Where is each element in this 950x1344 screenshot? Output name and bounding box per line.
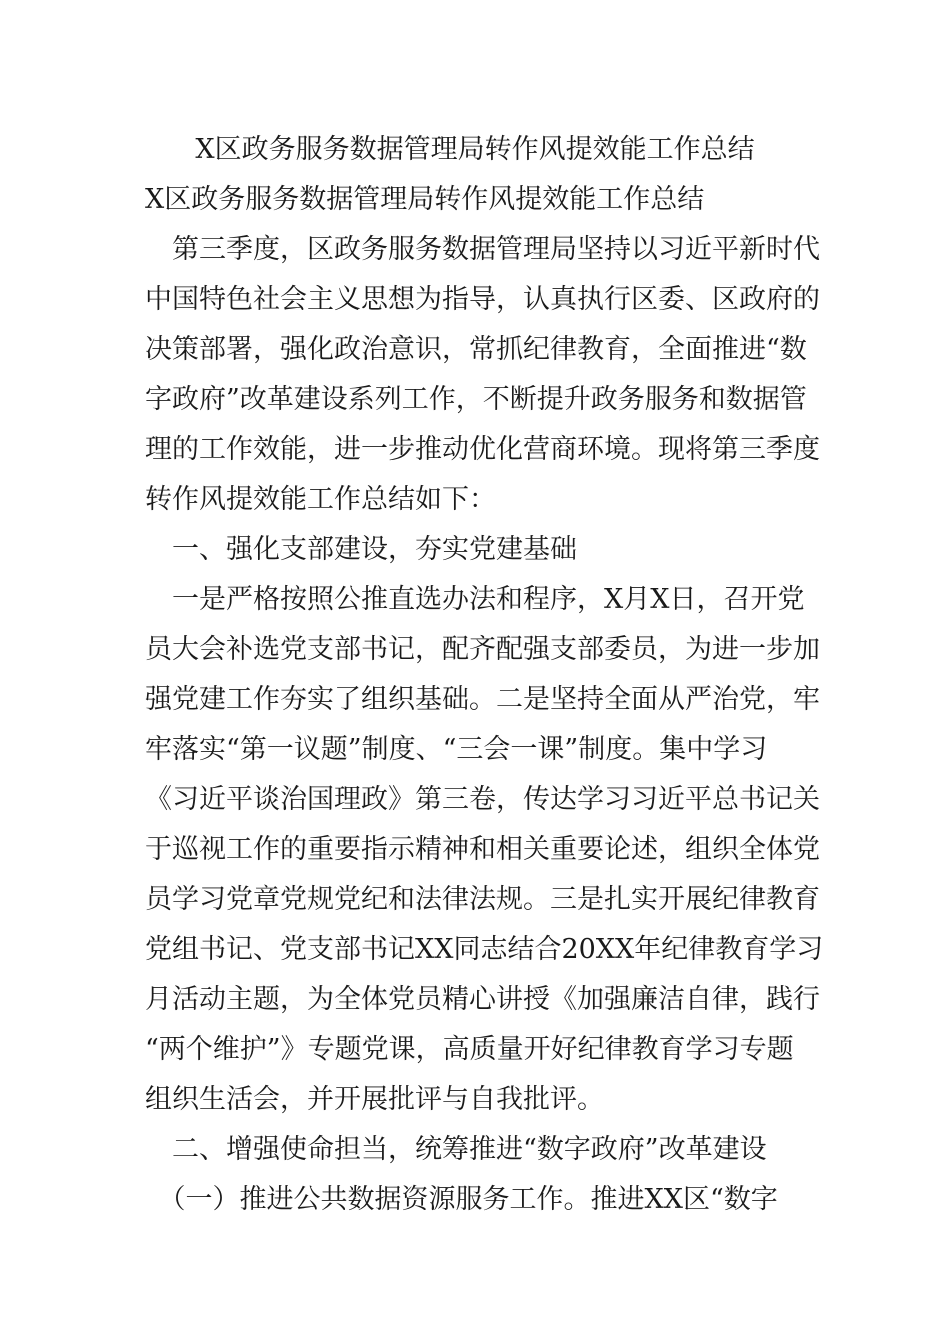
text-line: 员学习党章党规党纪和法律法规。三是扎实开展纪律教育: [145, 884, 820, 915]
text-line: 一是严格按照公推直选办法和程序，X月X日，召开党: [145, 584, 805, 615]
section-heading-2: 二、增强使命担当，统筹推进“数字政府”改革建设: [145, 1134, 767, 1165]
text-line: 月活动主题，为全体党员精心讲授《加强廉洁自律，践行: [145, 984, 820, 1015]
section-heading-1: 一、强化支部建设，夯实党建基础: [145, 534, 577, 565]
text-line: “两个维护”》专题党课，高质量开好纪律教育学习专题: [145, 1034, 794, 1065]
text-line: 强党建工作夯实了组织基础。二是坚持全面从严治党，牢: [145, 684, 820, 715]
text-line: （一）推进公共数据资源服务工作。推进XX区“数字: [145, 1184, 778, 1215]
document-title: X区政务服务数据管理局转作风提效能工作总结: [195, 134, 755, 165]
text-line: 党组书记、党支部书记XX同志结合20XX年纪律教育学习: [145, 934, 824, 965]
text-line: 字政府”改革建设系列工作，不断提升政务服务和数据管: [145, 384, 807, 415]
text-line: 第三季度，区政务服务数据管理局坚持以习近平新时代: [145, 234, 820, 265]
text-line: 组织生活会，并开展批评与自我批评。: [145, 1084, 604, 1115]
text-line: 中国特色社会主义思想为指导，认真执行区委、区政府的: [145, 284, 820, 315]
text-line: 牢落实“第一议题”制度、“三会一课”制度。集中学习: [145, 734, 768, 765]
text-line: 于巡视工作的重要指示精神和相关重要论述，组织全体党: [145, 834, 820, 865]
text-line: 转作风提效能工作总结如下：: [145, 484, 496, 515]
text-line: 《习近平谈治国理政》第三卷，传达学习习近平总书记关: [145, 784, 820, 815]
text-line: X区政务服务数据管理局转作风提效能工作总结: [145, 184, 705, 215]
text-line: 决策部署，强化政治意识，常抓纪律教育，全面推进“数: [145, 334, 807, 365]
text-line: 理的工作效能，进一步推动优化营商环境。现将第三季度: [145, 434, 820, 465]
text-line: 员大会补选党支部书记，配齐配强支部委员，为进一步加: [145, 634, 820, 665]
